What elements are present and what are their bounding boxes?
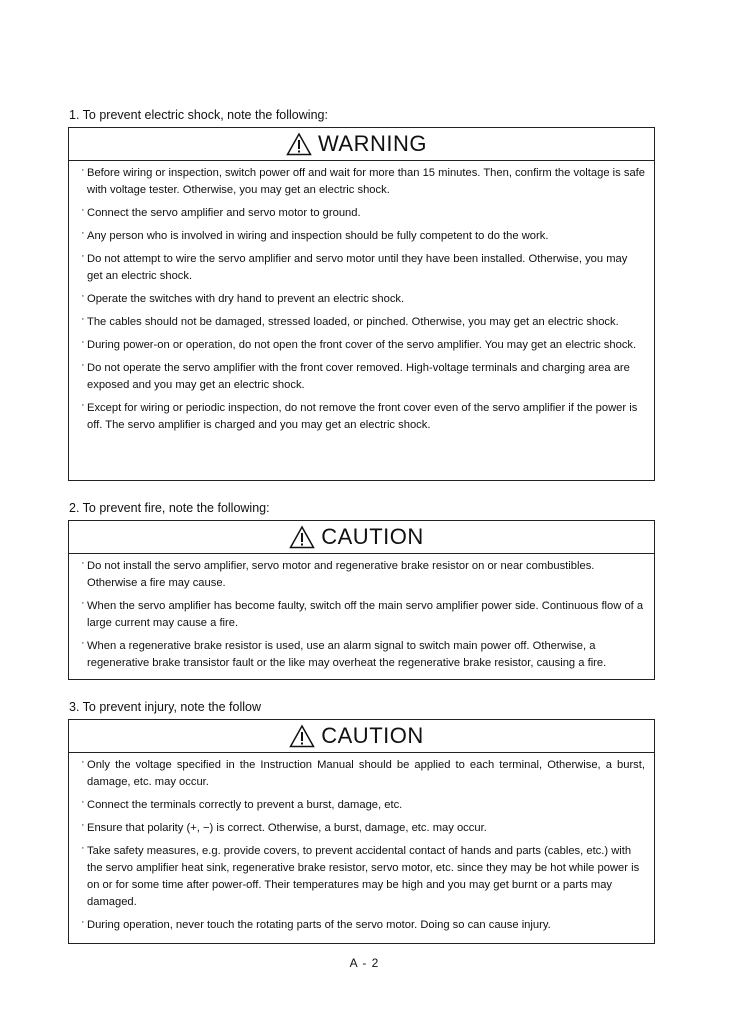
bullet: · — [81, 557, 85, 569]
bullet: · — [81, 290, 85, 302]
list-item-text: Do not operate the servo amplifier with the front cover removed. High-voltage terminals and charging area are exposed and you may get an electric shock. — [87, 362, 630, 391]
list-item-text: During power-on or operation, do not open the front cover of the servo amplifier. You may get an electric shock. — [87, 339, 637, 351]
injury-caution-box — [68, 719, 655, 944]
list-item-text: Take safety measures, e.g. provide covers, to prevent accidental contact of hands and parts (cables, etc.) with the servo amplifier heat sink, regenerative brake resistor, servo motor, etc. since they may be hot while power is on or for some time after power-off. Their temperatures may be high and you may get burnt or a parts may damaged. — [87, 845, 640, 908]
bullet: · — [81, 313, 85, 325]
bullet: · — [81, 637, 85, 649]
list-item-text: Do not attempt to wire the servo amplifier and servo motor until they have been installed. Otherwise, you may get an electric shock. — [87, 253, 628, 282]
list-item-text: Only the voltage specified in the Instruction Manual should be applied to each terminal, Otherwise, a burst, damage, etc. may occur. — [87, 759, 645, 788]
page-number: A - 2 — [349, 956, 380, 970]
section-1-heading: 1. To prevent electric shock, note the following: — [69, 108, 328, 122]
section-2-heading: 2. To prevent fire, note the following: — [69, 501, 270, 515]
section-3-heading: 3. To prevent injury, note the follow — [69, 700, 262, 714]
list-item-text: The cables should not be damaged, stressed loaded, or pinched. Otherwise, you may get an electric shock. — [87, 316, 619, 328]
bullet: · — [81, 164, 85, 176]
warning-box — [68, 127, 655, 481]
list-item-text: When the servo amplifier has become faulty, switch off the main servo amplifier power side. Continuous flow of a large current may cause a fire. — [87, 600, 644, 629]
list-item-text: Before wiring or inspection, switch power off and wait for more than 15 minutes. Then, confirm the voltage is safe with voltage tester. Otherwise, you may get an electric shock. — [87, 167, 645, 196]
fire-caution-box-title: CAUTION — [321, 524, 424, 549]
list-item-text: During operation, never touch the rotating parts of the servo motor. Doing so can cause injury. — [87, 919, 551, 931]
injury-caution-box-header — [69, 720, 654, 753]
bullet: · — [81, 204, 85, 216]
list-item — [81, 638, 645, 672]
list-item — [81, 165, 645, 199]
list-item-text: Operate the switches with dry hand to prevent an electric shock. — [87, 293, 405, 305]
bullet: · — [81, 336, 85, 348]
bullet: · — [81, 916, 85, 928]
list-item-text: Any person who is involved in wiring and inspection should be fully competent to do the work. — [87, 230, 549, 242]
injury-caution-box-body — [69, 753, 654, 940]
warning-box-title: WARNING — [317, 131, 427, 156]
list-item — [81, 228, 645, 245]
list-item — [81, 843, 645, 911]
list-item — [81, 360, 645, 394]
bullet: · — [81, 227, 85, 239]
list-item-text: Except for wiring or periodic inspection, do not remove the front cover even of the servo amplifier if the power is off. The servo amplifier is charged and you may get an electric shock. — [87, 402, 638, 431]
list-item — [81, 251, 645, 285]
list-item — [81, 757, 645, 791]
bullet: · — [81, 842, 85, 854]
list-item — [81, 205, 645, 222]
warning-triangle-icon — [289, 525, 315, 549]
list-item-text: Connect the terminals correctly to prevent a burst, damage, etc. — [87, 799, 403, 811]
warning-triangle-icon — [289, 724, 315, 748]
list-item — [81, 598, 645, 632]
list-item-text: Connect the servo amplifier and servo motor to ground. — [87, 207, 361, 219]
warning-triangle-icon — [286, 132, 312, 156]
bullet: · — [81, 250, 85, 262]
list-item — [81, 558, 645, 592]
list-item — [81, 337, 645, 354]
bullet: · — [81, 399, 85, 411]
list-item — [81, 314, 645, 331]
warning-box-body — [69, 161, 654, 440]
fire-caution-box-body — [69, 554, 654, 678]
fire-caution-box-header — [69, 521, 654, 554]
list-item — [81, 820, 645, 837]
bullet: · — [81, 756, 85, 768]
list-item-text: When a regenerative brake resistor is used, use an alarm signal to switch main power off. Otherwise, a regenerative brake transistor fault or the like may overheat the regenerative brake resistor, causing a fire. — [87, 640, 607, 669]
list-item — [81, 291, 645, 308]
fire-caution-box — [68, 520, 655, 680]
warning-box-header — [69, 128, 654, 161]
bullet: · — [81, 359, 85, 371]
bullet: · — [81, 819, 85, 831]
injury-caution-box-title: CAUTION — [321, 723, 424, 748]
list-item — [81, 917, 645, 934]
list-item — [81, 797, 645, 814]
list-item-text: Ensure that polarity (+, −) is correct. Otherwise, a burst, damage, etc. may occur. — [87, 822, 487, 834]
list-item-text: Do not install the servo amplifier, servo motor and regenerative brake resistor on or near combustibles. Otherwise a fire may cause. — [87, 560, 595, 589]
list-item — [81, 400, 645, 434]
bullet: · — [81, 796, 85, 808]
bullet: · — [81, 597, 85, 609]
